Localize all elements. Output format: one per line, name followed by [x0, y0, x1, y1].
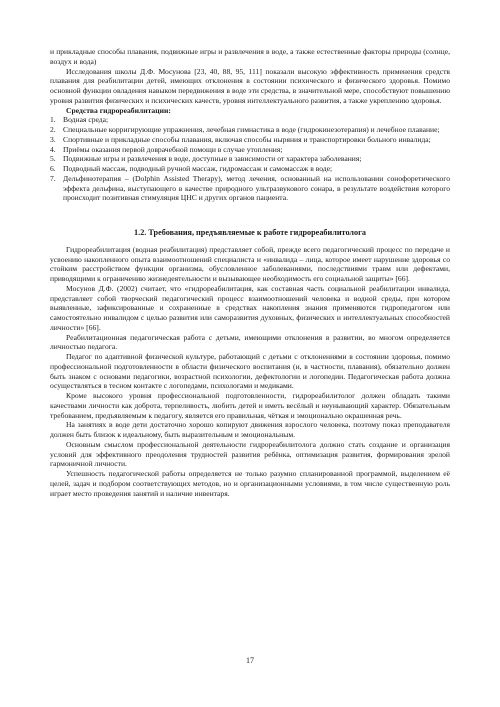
section-title: 1.2. Требования, предъявляемые к работе гидрореабилитолога [134, 228, 366, 237]
body-paragraph: Основным смыслом профессиональной деятельности гидрореабилитолога должно стать создание и организация условий для эффективного преодоления трудностей развития ребёнка, оптимизация развития, формирования зрелой гармоничной личности. [50, 439, 450, 469]
list-item [50, 135, 450, 145]
body-paragraph: Педагог по адаптивной физической культуре, работающий с детьми с отклонениями в состоянии здоровья, помимо профессиональной подготовленности в области физического воспитания (и, в частности, плавания), обязательно должен быть знаком с основами педагогики, возрастной психологии, дефектологии и логопедии. Педагогическая работа должна осуществляться в тесном контакте с логопедами, психологами и медиками. [50, 352, 450, 391]
page-number: 17 [246, 656, 254, 665]
list-item-text: Водная среда; [63, 115, 109, 125]
list-item-text: Спортивные и прикладные способы плавания, включая способы ныряния и транспортировки больного инвалида; [63, 134, 431, 144]
list-item-text: Подвижные игры и развлечения в воде, доступные в зависимости от характера заболевания; [63, 154, 362, 164]
list-item-number: 7. [50, 173, 56, 183]
body-paragraph: Успешность педагогической работы определяется не только разумно спланированной программой, выделением её целей, задач и подбором соответствующих методов, но и организационными условиями, в том числе существенную роль играет место проведения занятий и наличие инвентаря. [50, 469, 450, 498]
list-item [50, 164, 450, 174]
means-list [50, 115, 450, 203]
intro-continuation: и прикладные способы плавания, подвижные игры и развлечения в воде, а также естественные факторы природы (солнце, воздух и вода) [50, 47, 450, 66]
intro-paragraph: Исследования школы Д.Ф. Мосунова [23, 40, 88, 95, 111] показали высокую эффективность применения средств плавания для реабилитации детей, имеющих отклонения в состоянии психического и физического здоровья. Помимо основной функции овладения навыком передвижения в воде эти средства, в значительной мере, способствуют повышению уровня развития физических и психических качеств, уровня интеллектуального развития, а также укреплению здоровья. [50, 66, 450, 105]
list-item-text: Подводный массаж, подводный ручной массаж, гидромассаж и самомассаж в воде; [63, 164, 333, 173]
list-item [50, 174, 450, 203]
body-paragraph: На занятиях в воде дети достаточно хорошо копируют движения взрослого человека, поэтому показ преподавателя должен быть близок к идеальному, быть выразительным и эмоциональным. [50, 420, 450, 439]
list-item [50, 145, 450, 155]
list-item-text: Специальные корригирующие упражнения, лечебная гимнастика в воде (гидрокинезотерапия) и лечебное плавание; [63, 125, 440, 134]
body-paragraph: Реабилитационная педагогическая работа с детьми, имеющими отклонения в развитии, во многом определяется личностью педагога. [50, 332, 450, 352]
list-item-text: Дельфинотерапия – (Dolphin Assisted Therapy), метод лечения, основанный на использовании сонофоретического эффекта дельфина, выступающего в качестве природного ультразвукового сонара, в результате воздействия которого происходит позитивная стимуляция ЦНС и других органов пациента. [63, 173, 450, 203]
list-item [50, 125, 450, 135]
list-item-number: 5. [50, 154, 56, 164]
list-item [50, 115, 450, 125]
list-item-text: Приёмы оказания первой доврачебной помощи в случае утопления; [63, 144, 283, 154]
list-item [50, 154, 450, 164]
list-item-number: 2. [50, 125, 56, 134]
means-heading: Средства гидрореабилитации: [66, 105, 171, 115]
body-paragraph: Кроме высокого уровня профессиональной подготовленности, гидрореабилитолог должен обладать такими качествами личности как доброта, терпеливость, любить детей и иметь весёлый и неунывающий характер. Обязательным требованием, предъявляемым к педагогу, является его правильная, чёткая и эмоционально окрашенная речь. [50, 391, 450, 420]
list-item-number: 1. [50, 115, 56, 125]
list-item-number: 4. [50, 144, 56, 154]
body-paragraph: Мосунов Д.Ф. (2002) считает, что «гидрореабилитация, как составная часть социальной реабилитации инвалида, представляет собой творческий педагогический процесс взаимоотношений человека и водной среды, при котором выявленные, зафиксированные и сохраненные в средствах накопления знания применяются гидропедагогом или самостоятельно инвалидом с целью развития или саморазвития духовных, физических и интеллектуальных способностей личности» [66]. [50, 283, 450, 332]
body-paragraph: Гидрореабилитация (водная реабилитация) представляет собой, прежде всего педагогический процесс по передаче и усвоению накопленного опыта взаимоотношений специалиста и «инвалида – лица, которое имеет нарушение здоровья со стойким расстройством функции организма, обусловленное заболеваниями, последствиями травм или дефектами, приводящими к ограничению жизнедеятельности и вызывающее необходимость его социальной защиты» [66]. [50, 244, 450, 283]
list-item-number: 3. [50, 134, 56, 144]
list-item-number: 6. [50, 164, 56, 173]
